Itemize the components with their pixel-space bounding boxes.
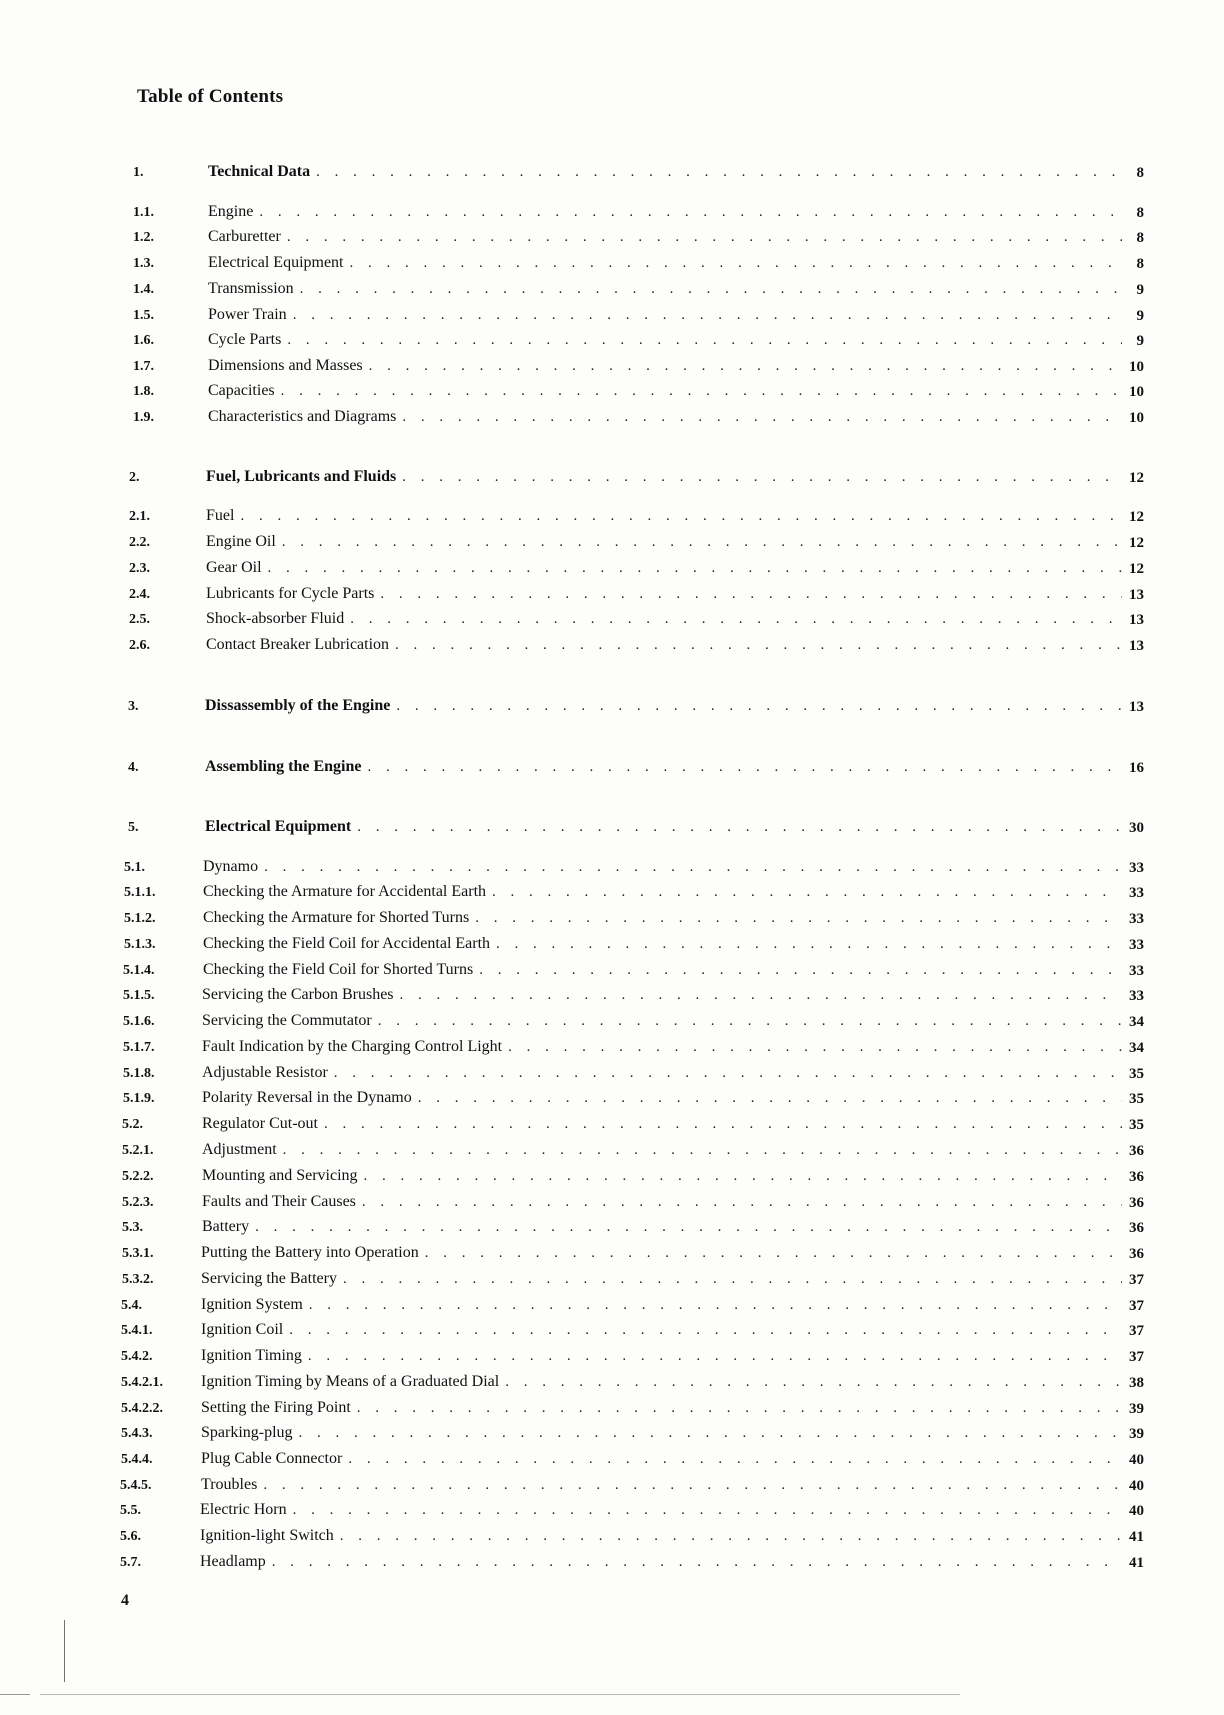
toc-page-number: 33 [1129,885,1144,901]
toc-label: Shock-absorber Fluid [206,610,345,627]
toc-label-wrap [206,507,1122,525]
toc-page-number: 37 [1129,1298,1144,1314]
toc-page-number: 34 [1129,1014,1144,1030]
toc-number: 1.3. [133,256,154,271]
dot-leader [289,1322,1122,1339]
dot-leader [240,508,1122,525]
toc-number: 2.4. [129,587,150,602]
dot-leader [293,1502,1122,1519]
toc-label: Ignition Timing [201,1347,302,1364]
dot-leader [343,1271,1122,1288]
toc-label-wrap [201,1399,1122,1417]
toc-number: 5.2.3. [122,1195,154,1210]
toc-label: Headlamp [200,1553,266,1570]
toc-label-wrap [202,1012,1122,1030]
dot-leader [364,1168,1122,1185]
toc-page-number: 13 [1129,638,1144,654]
dot-leader [255,1219,1122,1236]
toc-number: 5.7. [120,1555,141,1570]
toc-row [0,1012,1224,1036]
toc-label-wrap [208,228,1122,246]
toc-label: Transmission [208,280,294,297]
toc-row [0,228,1224,252]
toc-page-number: 13 [1129,587,1144,603]
toc-row [0,1450,1224,1474]
toc-page-number: 13 [1129,699,1144,715]
toc-number: 5.4.2. [121,1349,153,1364]
toc-label: Putting the Battery into Operation [201,1244,419,1261]
toc-page-number: 9 [1136,282,1144,298]
toc-row [0,1167,1224,1191]
dot-leader [268,560,1122,577]
toc-number: 2.5. [129,612,150,627]
toc-number: 5.1.5. [123,988,155,1003]
dot-leader [378,1013,1122,1030]
toc-label-wrap [201,1476,1122,1494]
dot-leader [362,1194,1122,1211]
toc-row [0,610,1224,634]
dot-leader [299,1425,1122,1442]
toc-label: Ignition Coil [201,1321,284,1338]
toc-page-number: 9 [1136,333,1144,349]
toc-row [0,533,1224,557]
toc-label-wrap [203,858,1122,876]
toc-label: Setting the Firing Point [201,1399,351,1416]
dot-leader [272,1554,1122,1571]
toc-page-number: 9 [1136,308,1144,324]
toc-page-number: 35 [1129,1091,1144,1107]
toc-chapter-row [0,758,1224,782]
toc-number: 5.3.1. [122,1246,154,1261]
toc-number: 4. [128,760,139,775]
toc-page-number: 8 [1136,165,1144,181]
toc-page-number: 38 [1129,1375,1144,1391]
toc-page-number: 39 [1129,1401,1144,1417]
toc-number: 5.5. [120,1503,141,1518]
toc-number: 2.3. [129,561,150,576]
toc-number: 1.5. [133,308,154,323]
toc-row [0,1347,1224,1371]
toc-label-wrap [206,468,1122,486]
toc-page-number: 37 [1129,1349,1144,1365]
toc-page-number: 41 [1129,1555,1144,1571]
dot-leader [283,1142,1122,1159]
toc-row [0,331,1224,355]
toc-number: 1.7. [133,359,154,374]
toc-number: 5.1.9. [123,1091,155,1106]
toc-page-number: 36 [1129,1246,1144,1262]
toc-label: Carburetter [208,228,281,245]
toc-label-wrap [202,1038,1122,1056]
toc-row [0,1553,1224,1577]
toc-row [0,1501,1224,1525]
toc-label-wrap [200,1553,1122,1571]
toc-label: Cycle Parts [208,331,282,348]
toc-chapter-row [0,818,1224,842]
toc-row [0,1089,1224,1113]
toc-row [0,1141,1224,1165]
toc-page-number: 33 [1129,937,1144,953]
toc-label: Ignition-light Switch [200,1527,334,1544]
dot-leader [479,962,1122,979]
dot-leader [475,910,1122,927]
toc-page-number: 35 [1129,1066,1144,1082]
toc-row [0,585,1224,609]
toc-number: 5.3. [122,1220,143,1235]
toc-chapter-row [0,468,1224,492]
toc-label-wrap [208,254,1122,272]
toc-row [0,1244,1224,1268]
toc-number: 5.4.2.1. [121,1375,163,1390]
toc-row [0,507,1224,531]
toc-number: 1.6. [133,333,154,348]
toc-page-number: 13 [1129,612,1144,628]
toc-label: Mounting and Servicing [202,1167,358,1184]
toc-number: 5.1.8. [123,1066,155,1081]
toc-label: Servicing the Battery [201,1270,337,1287]
toc-page-number: 33 [1129,911,1144,927]
toc-label-wrap [201,1347,1122,1365]
toc-number: 5.2. [122,1117,143,1132]
toc-row [0,1064,1224,1088]
toc-page-number: 37 [1129,1272,1144,1288]
dot-leader [350,611,1122,628]
toc-label-wrap [205,818,1122,836]
toc-number: 5.1.7. [123,1040,155,1055]
toc-number: 2.6. [129,638,150,653]
toc-label-wrap [208,331,1122,349]
toc-row [0,858,1224,882]
toc-label: Power Train [208,306,287,323]
toc-label: Contact Breaker Lubrication [206,636,390,653]
toc-label-wrap [208,382,1122,400]
dot-leader [496,936,1122,953]
toc-label-wrap [208,408,1122,426]
toc-label: Assembling the Engine [205,758,362,775]
toc-label-wrap [201,1270,1122,1288]
dot-leader [380,586,1122,603]
toc-page-number: 12 [1129,561,1144,577]
dot-leader [396,698,1122,715]
toc-label: Gear Oil [206,559,262,576]
toc-number: 5.1.4. [123,963,155,978]
toc-label-wrap [205,697,1122,715]
dot-leader [287,332,1122,349]
dot-leader [264,859,1122,876]
toc-row [0,1296,1224,1320]
toc-label-wrap [208,163,1122,181]
toc-label: Battery [202,1218,250,1235]
dot-leader [357,819,1122,836]
toc-label: Faults and Their Causes [202,1193,356,1210]
toc-page-number: 12 [1129,470,1144,486]
toc-row [0,883,1224,907]
toc-label-wrap [201,1321,1122,1339]
dot-leader [505,1374,1122,1391]
toc-label: Checking the Field Coil for Accidental Earth [203,935,491,952]
toc-row [0,1193,1224,1217]
dot-leader [287,229,1122,246]
toc-label-wrap [206,533,1122,551]
toc-number: 2.2. [129,535,150,550]
toc-label: Adjustable Resistor [202,1064,328,1081]
toc-row [0,1115,1224,1139]
toc-label: Dynamo [203,858,259,875]
toc-label-wrap [206,636,1122,654]
toc-row [0,559,1224,583]
dot-leader [308,1348,1122,1365]
toc-page-number: 30 [1129,820,1144,836]
toc-number: 5.4. [121,1298,142,1313]
toc-row [0,1527,1224,1551]
toc-number: 5.4.4. [121,1452,153,1467]
toc-page-number: 33 [1129,988,1144,1004]
toc-label: Adjustment [202,1141,277,1158]
toc-row [0,1424,1224,1448]
toc-label-wrap [200,1501,1122,1519]
toc-label: Capacities [208,382,275,399]
toc-number: 5.1.6. [123,1014,155,1029]
dot-leader [316,164,1122,181]
toc-label: Fault Indication by the Charging Control Light [202,1038,503,1055]
dot-leader [309,1297,1122,1314]
toc-page-number: 12 [1129,509,1144,525]
toc-number: 1.8. [133,384,154,399]
toc-page-number: 36 [1129,1220,1144,1236]
toc-page-number: 41 [1129,1529,1144,1545]
dot-leader [402,409,1122,426]
toc-page-number: 33 [1129,963,1144,979]
toc-page-number: 36 [1129,1195,1144,1211]
toc-label: Regulator Cut-out [202,1115,318,1132]
toc-page-number: 8 [1136,256,1144,272]
toc-row [0,1476,1224,1500]
dot-leader [263,1477,1122,1494]
toc-label: Lubricants for Cycle Parts [206,585,375,602]
toc-number: 1.9. [133,410,154,425]
toc-label: Electrical Equipment [205,818,352,835]
dot-leader [282,534,1122,551]
toc-label: Electric Horn [200,1501,287,1518]
toc-label: Technical Data [208,163,311,180]
toc-number: 5.2.2. [122,1169,154,1184]
toc-row [0,1218,1224,1242]
toc-page-number: 12 [1129,535,1144,551]
toc-label: Plug Cable Connector [201,1450,343,1467]
toc-number: 1.1. [133,205,154,220]
toc-label-wrap [200,1527,1122,1545]
toc-page-number: 34 [1129,1040,1144,1056]
toc-page-number: 37 [1129,1323,1144,1339]
toc-number: 5.1. [124,860,145,875]
toc-label-wrap [202,1115,1122,1133]
toc-number: 1. [133,165,144,180]
toc-label: Sparking-plug [201,1424,293,1441]
toc-page-number: 8 [1136,205,1144,221]
toc-label: Engine Oil [206,533,276,550]
dot-leader [492,884,1122,901]
toc-page-number: 10 [1129,359,1144,375]
toc-page-number: 8 [1136,230,1144,246]
toc-label-wrap [202,1218,1122,1236]
toc-label: Dimensions and Masses [208,357,363,374]
toc-label-wrap [201,1373,1122,1391]
toc-label: Characteristics and Diagrams [208,408,397,425]
toc-label: Fuel [206,507,235,524]
toc-label-wrap [202,986,1122,1004]
toc-label-wrap [206,585,1122,603]
dot-leader [402,469,1122,486]
toc-row [0,357,1224,381]
toc-page-number: 16 [1129,760,1144,776]
toc-label-wrap [201,1424,1122,1442]
toc-label-wrap [208,306,1122,324]
toc-number: 5.4.2.2. [121,1401,163,1416]
page-number: 4 [121,1592,129,1609]
toc-label: Polarity Reversal in the Dynamo [202,1089,412,1106]
toc-number: 5.4.3. [121,1426,153,1441]
toc-number: 5.1.3. [124,937,156,952]
dot-leader [350,255,1123,272]
toc-row [0,280,1224,304]
toc-label: Ignition System [201,1296,303,1313]
toc-chapter-row [0,697,1224,721]
toc-label: Dissassembly of the Engine [205,697,391,714]
dot-leader [281,383,1122,400]
toc-label-wrap [203,909,1122,927]
toc-label-wrap [206,559,1122,577]
toc-row [0,306,1224,330]
toc-page-number: 35 [1129,1117,1144,1133]
dot-leader [259,204,1122,221]
toc-row [0,961,1224,985]
toc-number: 1.4. [133,282,154,297]
toc-row [0,408,1224,432]
dot-leader [395,637,1122,654]
page-title: Table of Contents [137,86,284,107]
toc-label: Servicing the Carbon Brushes [202,986,394,1003]
toc-label: Fuel, Lubricants and Fluids [206,468,397,485]
toc-label: Troubles [201,1476,258,1493]
toc-row [0,1321,1224,1345]
toc-page-number: 36 [1129,1169,1144,1185]
toc-row [0,382,1224,406]
toc-label-wrap [202,1193,1122,1211]
toc-label-wrap [205,758,1122,776]
toc-label-wrap [208,280,1122,298]
toc-page-number: 39 [1129,1426,1144,1442]
toc-page-number: 10 [1129,410,1144,426]
toc-label: Electrical Equipment [208,254,344,271]
toc-number: 2. [129,470,140,485]
toc-number: 3. [128,699,139,714]
toc-row [0,1399,1224,1423]
dot-leader [324,1116,1122,1133]
toc-label: Checking the Armature for Shorted Turns [203,909,470,926]
scan-edge-line [0,1694,960,1695]
toc-number: 5.4.5. [120,1478,152,1493]
toc-label-wrap [201,1296,1122,1314]
toc-label-wrap [203,883,1122,901]
toc-row [0,1373,1224,1397]
toc-label-wrap [202,1089,1122,1107]
toc-page-number: 40 [1129,1452,1144,1468]
toc-number: 5.4.1. [121,1323,153,1338]
toc-label: Ignition Timing by Means of a Graduated Dial [201,1373,500,1390]
toc-row [0,986,1224,1010]
toc-row [0,203,1224,227]
dot-leader [400,987,1122,1004]
dot-leader [334,1065,1122,1082]
toc-label-wrap [203,961,1122,979]
dot-leader [357,1400,1122,1417]
toc-number: 5.6. [120,1529,141,1544]
dot-leader [369,358,1122,375]
dot-leader [300,281,1122,298]
dot-leader [425,1245,1122,1262]
scan-mark [64,1620,65,1682]
toc-number: 5.3.2. [122,1272,154,1287]
toc-page-number: 40 [1129,1478,1144,1494]
toc-page-number: 36 [1129,1143,1144,1159]
toc-label: Engine [208,203,254,220]
toc-label-wrap [202,1141,1122,1159]
dot-leader [293,307,1122,324]
dot-leader [348,1451,1122,1468]
toc-number: 5.1.2. [124,911,156,926]
toc-page-number: 10 [1129,384,1144,400]
toc-label-wrap [208,357,1122,375]
toc-number: 2.1. [129,509,150,524]
toc-row [0,1270,1224,1294]
toc-label-wrap [201,1244,1122,1262]
toc-row [0,935,1224,959]
toc-number: 5. [128,820,139,835]
toc-number: 5.1.1. [124,885,156,900]
toc-label-wrap [208,203,1122,221]
toc-number: 1.2. [133,230,154,245]
toc-label: Checking the Armature for Accidental Earth [203,883,487,900]
toc-label: Checking the Field Coil for Shorted Turns [203,961,474,978]
toc-label-wrap [206,610,1122,628]
toc-row [0,909,1224,933]
toc-row [0,636,1224,660]
toc-label: Servicing the Commutator [202,1012,372,1029]
toc-row [0,254,1224,278]
dot-leader [367,759,1122,776]
dot-leader [508,1039,1122,1056]
toc-page-number: 33 [1129,860,1144,876]
toc-number: 5.2.1. [122,1143,154,1158]
toc-label-wrap [201,1450,1122,1468]
toc-label-wrap [202,1167,1122,1185]
toc-label-wrap [203,935,1122,953]
toc-page-number: 40 [1129,1503,1144,1519]
dot-leader [418,1090,1122,1107]
toc-row [0,1038,1224,1062]
toc-chapter-row [0,163,1224,187]
dot-leader [340,1528,1122,1545]
toc-label-wrap [202,1064,1122,1082]
